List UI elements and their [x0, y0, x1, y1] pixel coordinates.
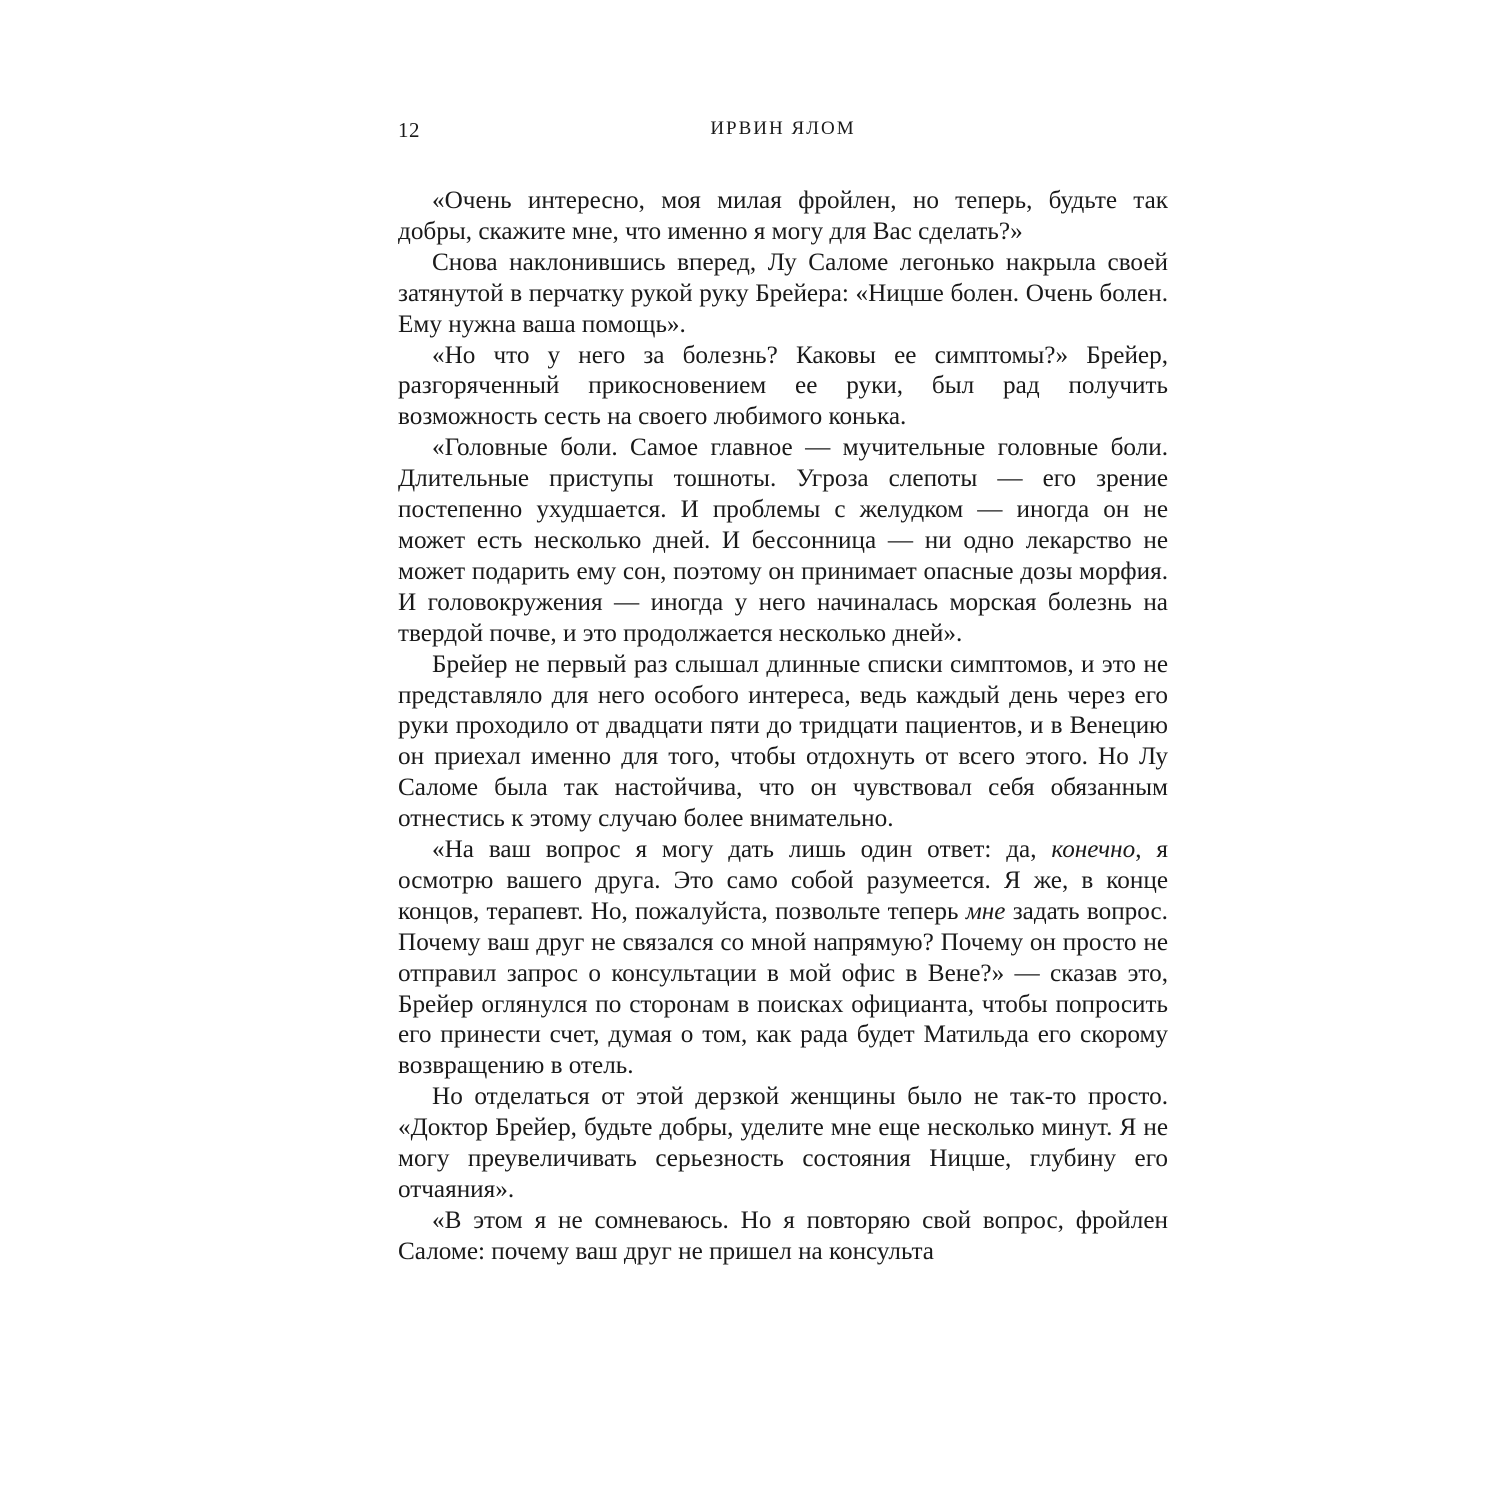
paragraph: «Головные боли. Самое главное — мучительные головные боли. Длительные приступы тошноты. Угроза слепоты — его зрение постепенно ухудшается. И проблемы с желудком — иногда он не может есть несколько дней. И бессонница — ни одно лекарство не может подарить ему сон, поэтому он принимает опасные дозы морфия. И головокружения — иногда у него начиналась морская болезнь на твердой почве, и это продолжается несколько дней».	[398, 434, 1168, 647]
paragraph: «Но что у него за болезнь? Каковы ее симптомы?» Брейер, разгоряченный прикосновением ее руки, был рад получить возможность сесть на своего любимого конька.	[398, 341, 1168, 431]
running-head-author: ИРВИН ЯЛОМ	[710, 118, 856, 139]
page-number: 12	[398, 118, 420, 142]
running-head	[398, 110, 1168, 150]
paragraph: Брейер не первый раз слышал длинные списки симптомов, и это не представляло для него особого интереса, ведь каждый день через его руки проходило от двадцати пяти до тридцати пациентов, и в Венецию он приехал именно для того, чтобы отдохнуть от всего этого. Но Лу Саломе была так настойчива, что он чувствовал себя обязанным отнестись к этому случаю более внимательно.	[398, 650, 1168, 833]
paragraph-text: задать вопрос. Почему ваш друг не связался со мной напрямую? Почему он просто не отправил запрос о консультации в мой офис в Вене?» — сказав это, Брейер оглянулся по сторонам в поисках официанта, чтобы попросить его принести счет, думая о том, как рада будет Матильда его скорому возвращению в отель.	[398, 897, 1168, 1080]
paragraph-text: , я осмотрю вашего друга. Это само собой разумеется. Я же, в конце концов, терапевт. Но, пожалуйста, позвольте теперь	[398, 836, 1169, 925]
paragraph: «Очень интересно, моя милая фройлен, но теперь, будьте так добры, скажите мне, что именно я могу для Вас сделать?»	[398, 187, 1168, 245]
body-text	[398, 186, 1168, 1268]
italic-emphasis: конечно	[1051, 836, 1136, 864]
paragraph: «В этом я не сомневаюсь. Но я повторяю свой вопрос, фройлен Саломе: почему ваш друг не пришел на консульта	[398, 1206, 1168, 1265]
paragraph: Но отделаться от этой дерзкой женщины было не так-то просто. «Доктор Брейер, будьте добры, уделите мне еще несколько минут. Я не могу преувеличивать серьезность состояния Ницше, глубину его отчаяния».	[398, 1083, 1168, 1203]
paragraph	[398, 835, 1168, 1082]
paragraph-text: «На ваш вопрос я могу дать лишь один ответ: да,	[432, 836, 1052, 864]
book-page	[398, 110, 1168, 1370]
italic-emphasis: мне	[965, 897, 1006, 925]
paragraph: Снова наклонившись вперед, Лу Саломе легонько накрыла своей затянутой в перчатку рукой руку Брейера: «Ницше болен. Очень болен. Ему нужна ваша помощь».	[398, 248, 1168, 338]
